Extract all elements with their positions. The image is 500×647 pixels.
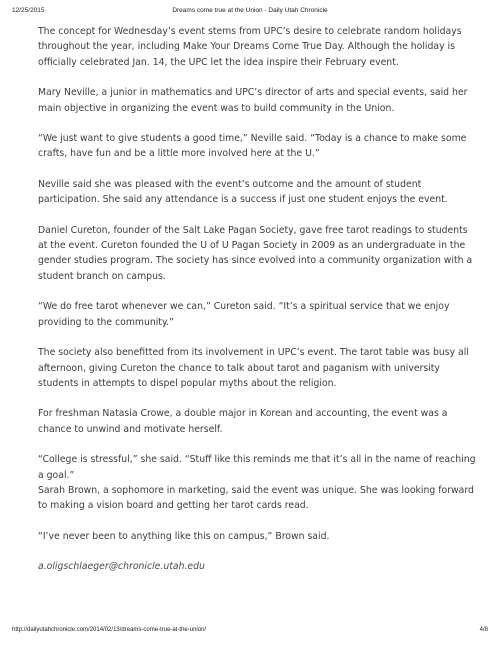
article-paragraph: The concept for Wednesday’s event stems from UPC’s desire to celebrate random holidays throughout the year, including Make Your Dreams Come True Day. Although the holiday is officially celebrated Jan. 14, the UPC let the idea inspire their February event. — [38, 26, 462, 68]
article-body — [38, 24, 476, 590]
author-email-link[interactable]: a.oligschlaeger@chronicle.utah.edu — [38, 561, 205, 573]
print-footer — [12, 627, 488, 637]
article-paragraph: “I’ve never been to anything like this on campus,” Brown said. — [38, 530, 330, 542]
print-date: 12/25/2015 — [12, 7, 45, 14]
article-paragraph: For freshman Natasia Crowe, a double major in Korean and accounting, the event was a chance to unwind and motivate herself. — [38, 408, 448, 435]
print-header — [12, 7, 488, 17]
article-paragraph: Neville said she was pleased with the event’s outcome and the amount of student participation. She said any attendance is a success if just one student enjoys the event. — [38, 178, 448, 206]
page-title: Dreams come true at the Union - Daily Utah Chronicle — [172, 7, 328, 14]
page-url: http://dailyutahchronicle.com/2014/02/13/dreams-come-true-at-the-union/ — [12, 627, 207, 633]
article-paragraph: Sarah Brown, a sophomore in marketing, said the event was unique. She was looking forward to making a vision board and getting her tarot cards read. — [38, 484, 474, 512]
page-number: 4/8 — [479, 627, 488, 633]
article-paragraph: “We do free tarot whenever we can,” Cureton said. “It’s a spiritual service that we enjoy providing to the community.” — [38, 301, 450, 328]
article-paragraph: “College is stressful,” she said. “Stuff like this reminds me that it’s all in the name of reaching a goal.” — [38, 454, 476, 481]
article-paragraph: The society also benefitted from its involvement in UPC’s event. The tarot table was busy all afternoon, giving Cureton the chance to talk about tarot and paganism with university students in attempts to dispel popular myths about the religion. — [38, 347, 469, 389]
article-paragraph: Daniel Cureton, founder of the Salt Lake Pagan Society, gave free tarot readings to students at the event. Cureton founded the U of U Pagan Society in 2009 as an undergraduate in the gender studies program. The society has since evolved into a community organization with a student branch on campus. — [38, 224, 473, 282]
article-paragraph: “We just want to give students a good time,” Neville said. “Today is a chance to make some crafts, have fun and be a little more involved here at the U.” — [38, 133, 467, 160]
article-paragraph: Mary Neville, a junior in mathematics and UPC’s director of arts and special events, said her main objective in organizing the event was to build community in the Union. — [38, 87, 468, 114]
